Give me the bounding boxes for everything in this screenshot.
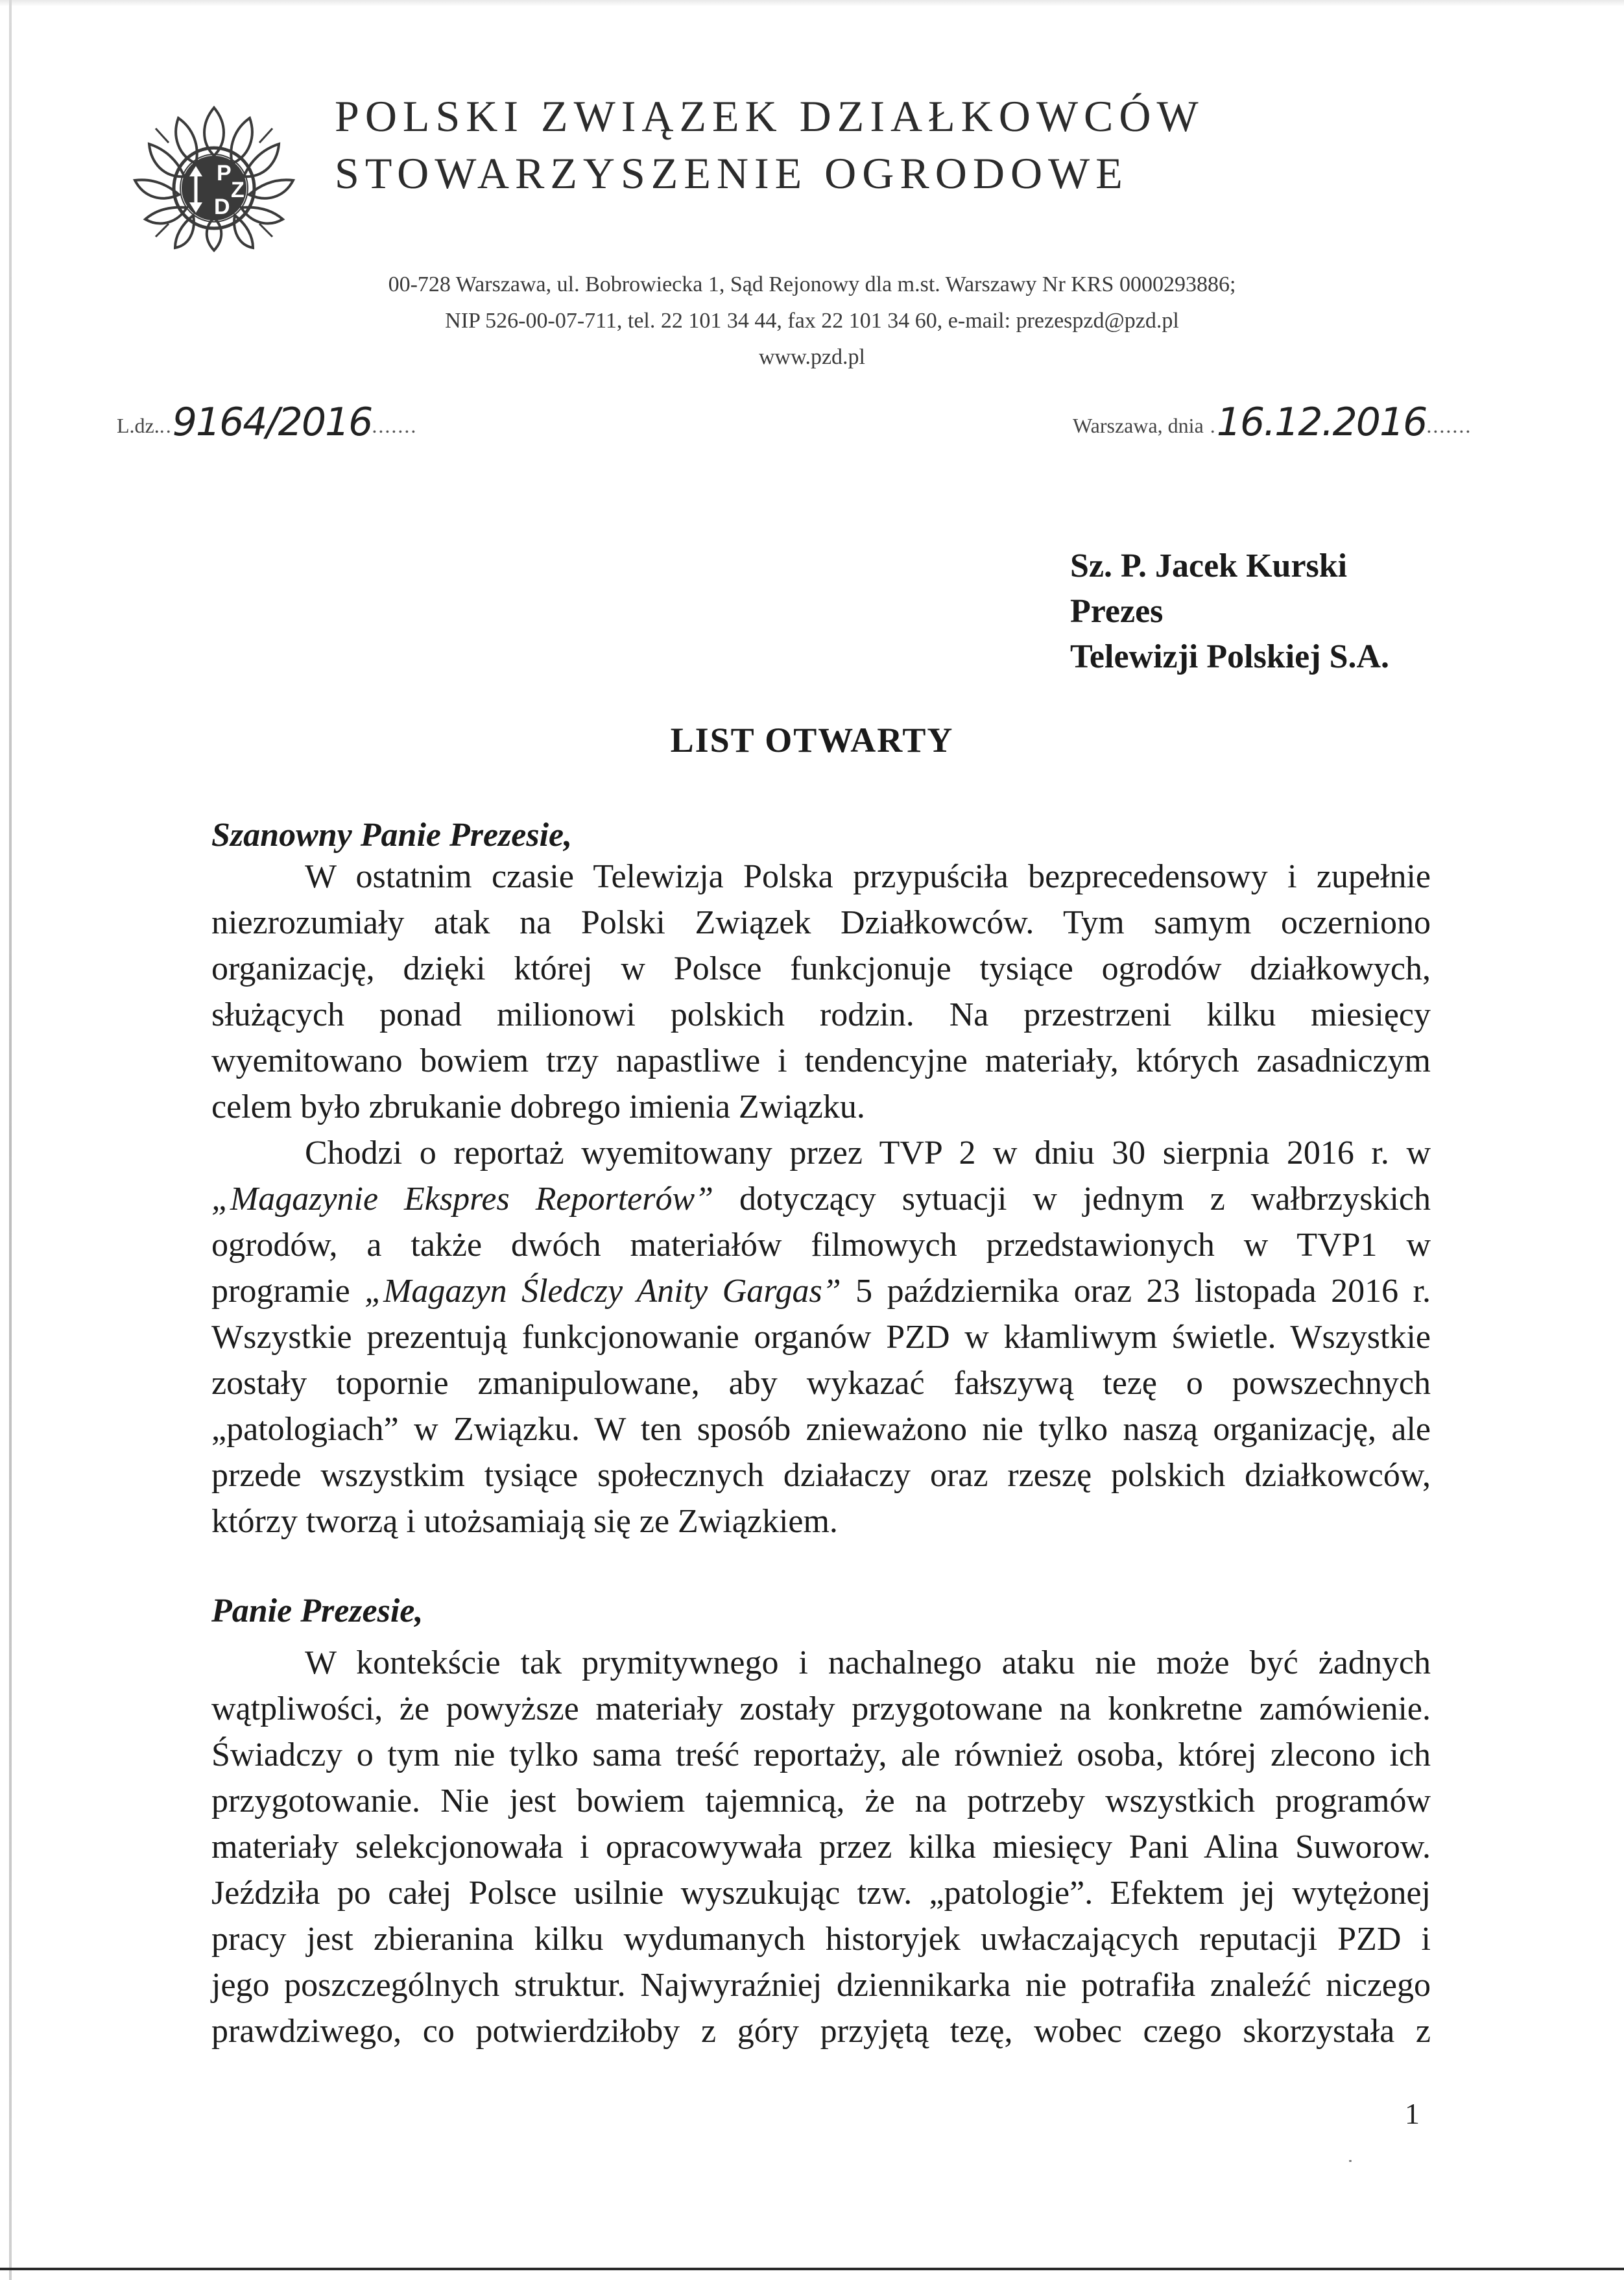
letter-date xyxy=(1073,397,1472,445)
address-line2: NIP 526-00-07-711, tel. 22 101 34 44, fax 22 101 34 60, e-mail: prezespzd@pzd.pl xyxy=(445,309,1179,333)
paragraph-3 xyxy=(211,1640,1431,2054)
org-name-line2: STOWARZYSZENIE OGRODOWE xyxy=(335,149,1128,198)
date-handwritten-value: 16.12.2016 xyxy=(1216,400,1427,445)
paragraph-line: niezrozumiały atak na Polski Związek Działkowców. Tym samym oczerniono xyxy=(211,904,1431,941)
salutation-second: Panie Prezesie, xyxy=(211,1592,424,1629)
paragraph-line: przygotowanie. Nie jest bowiem tajemnicą, że na potrzeby wszystkich programów xyxy=(211,1782,1431,1819)
paragraph-line: celem było zbrukanie dobrego imienia Związku. xyxy=(211,1088,865,1125)
paragraph-line xyxy=(211,1176,1431,1222)
paragraph-line: W kontekście tak prymitywnego i nachalnego ataku nie może być żadnych xyxy=(305,1644,1431,1681)
dot-leader: .. xyxy=(159,414,173,437)
paragraph-line: zostały topornie zmanipulowane, aby wykazać fałszywą tezę o powszechnych xyxy=(211,1365,1431,1402)
paragraph-line: ogrodów, a także dwóch materiałów filmowych przedstawionych w TVP1 w xyxy=(211,1227,1431,1264)
dot-leader: ....... xyxy=(1426,414,1472,437)
org-name-line1: POLSKI ZWIĄZEK DZIAŁKOWCÓW xyxy=(335,91,1204,141)
place-label: Warszawa, dnia xyxy=(1073,414,1204,437)
paragraph-line: przede wszystkim tysiące społecznych działaczy oraz rzeszę polskich działkowców, xyxy=(211,1457,1431,1494)
reference-number xyxy=(117,397,418,445)
recipient-company: Telewizji Polskiej S.A. xyxy=(1070,638,1390,675)
paragraph-2 xyxy=(211,1130,1431,1544)
paragraph-line: jego poszczególnych struktur. Najwyraźniej dziennikarka nie potrafiła znaleźć niczego xyxy=(211,1967,1431,2004)
salutation-opening: Szanowny Panie Prezesie, xyxy=(211,817,573,854)
page-number: 1 xyxy=(1405,2097,1420,2130)
address-line1: 00-728 Warszawa, ul. Bobrowiecka 1, Sąd Rejonowy dla m.st. Warszawy Nr KRS 0000293886; xyxy=(388,272,1236,296)
paragraph-line: wątpliwości, że powyższe materiały zostały przygotowane na konkretne zamówienie. xyxy=(211,1690,1431,1727)
ldz-label: L.dz. xyxy=(117,414,160,437)
paragraph-line-start: programie xyxy=(211,1273,365,1310)
paragraph-line: Wszystkie prezentują funkcjonowanie organów PZD w kłamliwym świetle. Wszystkie xyxy=(211,1319,1431,1356)
paragraph-line-rest: dotyczący sytuacji w jednym z wałbrzyskich xyxy=(713,1181,1431,1218)
logo-letter-p: P xyxy=(217,161,232,186)
paragraph-line: prawdziwego, co potwierdziłoby z góry przyjętą tezę, wobec czego skorzystała z xyxy=(211,2013,1431,2050)
recipient-name: Sz. P. Jacek Kurski xyxy=(1070,547,1348,584)
recipient-block xyxy=(1070,544,1389,680)
paragraph-line: Chodzi o reportaż wyemitowany przez TVP 2 w dniu 30 sierpnia 2016 r. w xyxy=(305,1134,1431,1171)
ldz-handwritten-value: 9164/2016 xyxy=(172,400,372,445)
dot-leader: . xyxy=(1203,414,1217,437)
scan-edge-top xyxy=(0,0,1624,6)
paragraph-line: służących ponad milionowi polskich rodzin. Na przestrzeni kilku miesięcy xyxy=(211,996,1431,1033)
paragraph-line: materiały selekcjonowała i opracowywała przez kilka miesięcy Pani Alina Suworow. xyxy=(211,1829,1431,1866)
logo-letter-z: Z xyxy=(231,178,245,202)
paragraph-line: wyemitowano bowiem trzy napastliwe i tendencyjne materiały, których zasadniczym xyxy=(211,1042,1431,1079)
magazine-title: „Magazynie Ekspres Reporterów” xyxy=(211,1181,714,1218)
paragraph-1 xyxy=(211,854,1431,1130)
paragraph-line: W ostatnim czasie Telewizja Polska przypuściła bezprecedensowy i zupełnie xyxy=(305,858,1431,895)
letter-title: LIST OTWARTY xyxy=(670,721,954,760)
logo-letter-d: D xyxy=(214,195,230,219)
recipient-position: Prezes xyxy=(1070,593,1164,630)
scan-edge-bottom xyxy=(0,2268,1624,2270)
scan-speck xyxy=(1349,2160,1352,2162)
paragraph-line: „patologiach” w Związku. W ten sposób znieważono nie tylko naszą organizację, ale xyxy=(211,1411,1431,1448)
paragraph-line: Jeździła po całej Polsce usilnie wyszukując tzw. „patologie”. Efektem jej wytężonej xyxy=(211,1875,1431,1912)
paragraph-line: Świadczy o tym nie tylko sama treść reportaży, ale również osoba, której zlecono ich xyxy=(211,1736,1431,1773)
paragraph-line xyxy=(211,1268,1431,1314)
dot-leader: ....... xyxy=(372,414,418,437)
program-title: „Magazyn Śledczy Anity Gargas” xyxy=(364,1273,841,1310)
paragraph-line: pracy jest zbieranina kilku wydumanych historyjek uwłaczających reputacji PZD i xyxy=(211,1921,1431,1958)
scan-edge-left xyxy=(9,0,12,2280)
paragraph-line-rest: 5 października oraz 23 listopada 2016 r. xyxy=(841,1273,1431,1310)
address-website: www.pzd.pl xyxy=(759,345,865,369)
paragraph-line: którzy tworzą i utożsamiają się ze Związkiem. xyxy=(211,1503,838,1540)
paragraph-line: organizację, dzięki której w Polsce funkcjonuje tysiące ogrodów działkowych, xyxy=(211,950,1431,987)
pzd-logo-icon xyxy=(130,104,298,253)
